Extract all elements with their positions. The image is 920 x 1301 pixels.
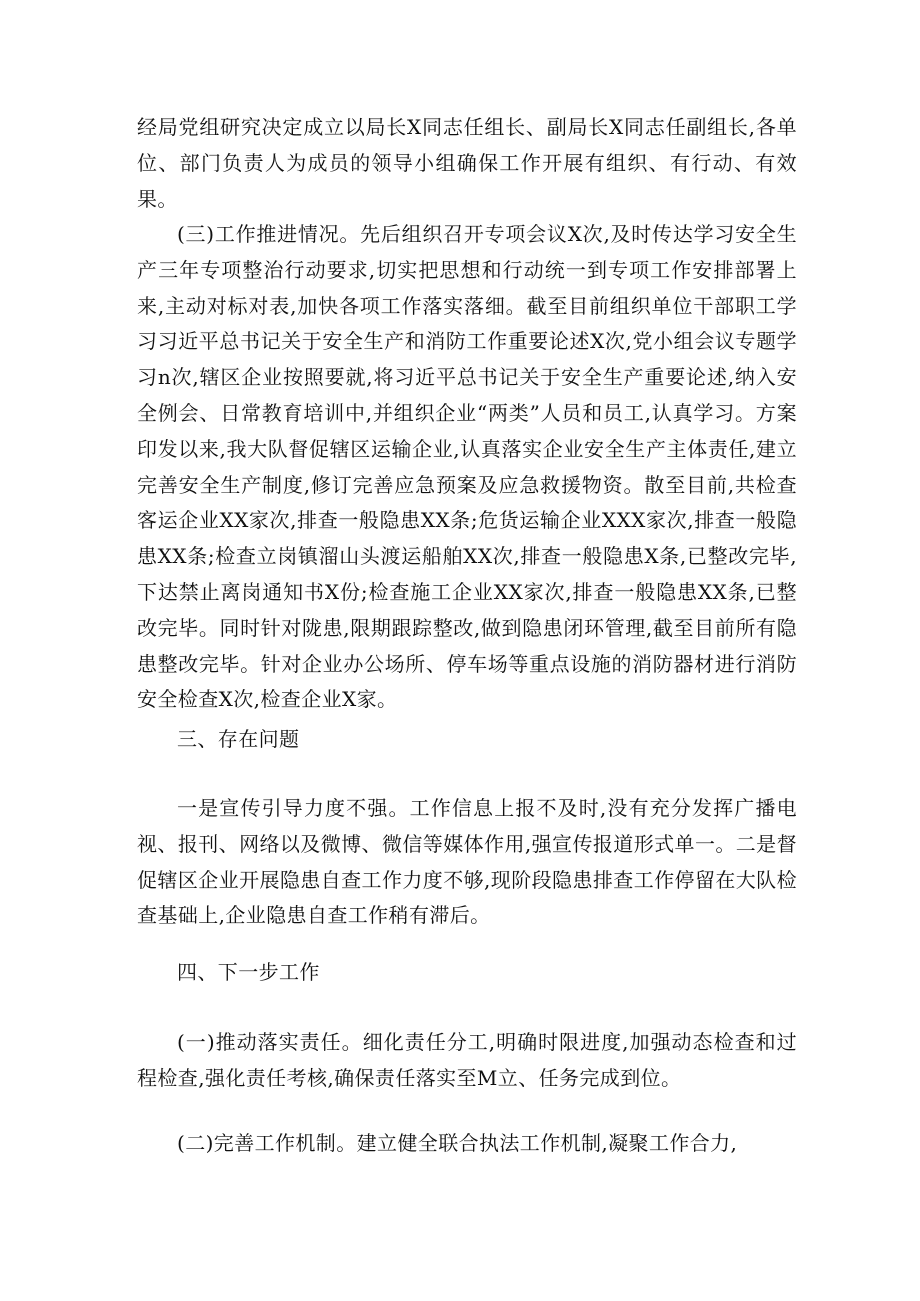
paragraph-improve-mechanism: (二)完善工作机制。建立健全联合执法工作机制,凝聚工作合力, [177, 1131, 738, 1155]
section-heading-existing-problems: 三、存在问题 [177, 727, 300, 751]
paragraph-work-progress: (三)工作推进情况。先后组织召开专项会议X次,及时传达学习安全生产三年专项整治行动要求,切实把思想和行动统一到专项工作安排部署上来,主动对标对表,加快各项工作落实落细。截至目前组织单位干部职工学习习近平总书记关于安全生产和消防工作重要论述X次,党小组会议专题学习n次,辖区企业按照要就,将习近平总书记关于安全生产重要论述,纳入安全例会、日常教育培训中,并组织企业“两类”人员和员工,认真学习。方案印发以来,我大队督促辖区运输企业,认真落实企业安全生产主体责任,建立完善安全生产制度,修订完善应急预案及应急救援物资。散至目前,共检查客运企业XX家次,排查一般隐患XX条;危货运输企业XXX家次,排查一般隐患XX条;检查立岗镇溜山头渡运船舶XX次,排查一般隐患X条,已整改完毕,下达禁止离岗通知书X份;检查施工企业XX家次,排查一般隐患XX条,已整改完毕。同时针对陇患,限期跟踪整改,做到隐患闭环管理,截至目前所有隐患整改完毕。针对企业办公场所、停车场等重点设施的消防器材进行消防安全检查X次,检查企业X家。 [137, 222, 797, 712]
paragraph-leadership-group: 经局党组研究决定成立以局长X同志任组长、副局长X同志任副组长,各单位、部门负责人为成员的领导小组确保工作开展有组织、有行动、有效果。 [137, 115, 797, 211]
paragraph-existing-problems: 一是宣传引导力度不强。工作信息上报不及时,没有充分发挥广播电视、报刊、网络以及微博、微信等媒体作用,强宣传报道形式单一。二是督促辖区企业开展隐患自查工作力度不够,现阶段隐患排查工作停留在大队检查基础上,企业隐患自查工作稍有滞后。 [137, 796, 797, 928]
paragraph-implement-responsibility: (一)推动落实责任。细化责任分工,明确时限进度,加强动态检查和过程检查,强化责任考核,确保责任落实至M立、任务完成到位。 [137, 1030, 797, 1090]
section-heading-next-steps: 四、下一步工作 [177, 960, 320, 984]
